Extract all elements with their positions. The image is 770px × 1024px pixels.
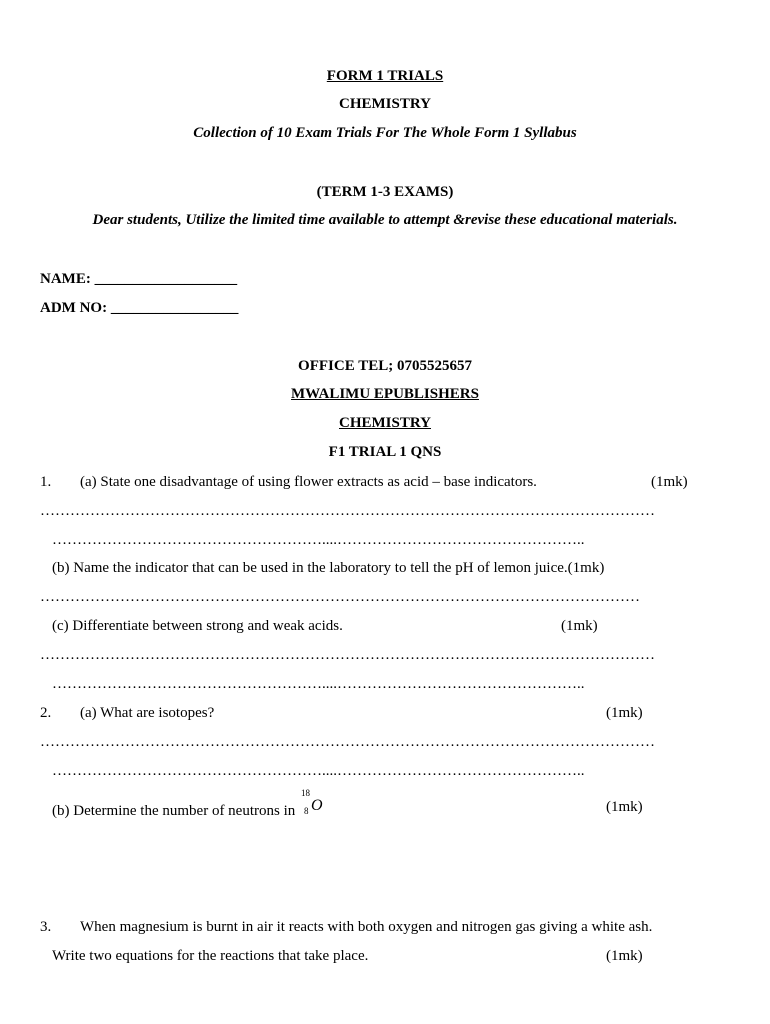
question-2a-marks: (1mk) bbox=[606, 705, 643, 721]
question-2b-label: (b) Determine the number of neutrons in bbox=[52, 803, 296, 819]
question-1c-marks: (1mk) bbox=[561, 618, 598, 634]
advice-text: Dear students, Utilize the limited time available to attempt &revise these educational materials. bbox=[92, 212, 678, 228]
section-subject: CHEMISTRY bbox=[339, 415, 431, 431]
answer-line: …………………………………………………………………………………………………………… bbox=[40, 503, 655, 519]
question-2b-marks: (1mk) bbox=[606, 799, 643, 815]
answer-line: …………………………………………………………………………………………………………… bbox=[40, 647, 655, 663]
question-1b-text: (b) Name the indicator that can be used in the laboratory to tell the pH of lemon juice.(1mk) bbox=[52, 560, 605, 576]
question-number: 3. bbox=[40, 919, 52, 935]
oxygen-isotope-notation bbox=[299, 788, 325, 819]
isotope-atomic-number: 8 bbox=[304, 806, 309, 816]
isotope-symbol: O bbox=[311, 797, 323, 814]
adm-no-field: ADM NO: _________________ bbox=[40, 300, 239, 316]
question-number: 2. bbox=[40, 705, 52, 721]
term-label: (TERM 1-3 EXAMS) bbox=[316, 184, 454, 200]
answer-line: …………………………………………………………………………………………………………… bbox=[40, 734, 655, 750]
answer-line: ………………………………………………....………………………………………….. bbox=[52, 676, 585, 692]
answer-line: ………………………………………………....………………………………………….. bbox=[52, 763, 585, 779]
question-3-text: When magnesium is burnt in air it reacts with both oxygen and nitrogen gas giving a white ash. bbox=[80, 919, 653, 935]
question-1a-text: (a) State one disadvantage of using flower extracts as acid – base indicators. bbox=[80, 474, 537, 490]
question-2a-text: (a) What are isotopes? bbox=[80, 705, 215, 721]
subject-title: CHEMISTRY bbox=[339, 96, 431, 112]
answer-line: ………………………………………………………………………………………………………… bbox=[40, 589, 640, 605]
question-3-text-continued: Write two equations for the reactions that take place. bbox=[52, 948, 369, 964]
form-title: FORM 1 TRIALS bbox=[326, 68, 444, 84]
question-1a-marks: (1mk) bbox=[651, 474, 688, 490]
name-field: NAME: ___________________ bbox=[40, 271, 238, 287]
paper-title: F1 TRIAL 1 QNS bbox=[328, 444, 442, 460]
question-number: 1. bbox=[40, 474, 52, 490]
publisher-name: MWALIMU EPUBLISHERS bbox=[291, 386, 479, 402]
isotope-mass-number: 18 bbox=[301, 788, 311, 798]
question-2b-text bbox=[52, 788, 325, 820]
question-1c-text: (c) Differentiate between strong and weak acids. bbox=[52, 618, 343, 634]
office-tel: OFFICE TEL; 0705525657 bbox=[298, 358, 472, 374]
collection-subtitle: Collection of 10 Exam Trials For The Whole Form 1 Syllabus bbox=[193, 125, 577, 141]
question-3-marks: (1mk) bbox=[606, 948, 643, 964]
answer-line: ………………………………………………....………………………………………….. bbox=[52, 532, 585, 548]
